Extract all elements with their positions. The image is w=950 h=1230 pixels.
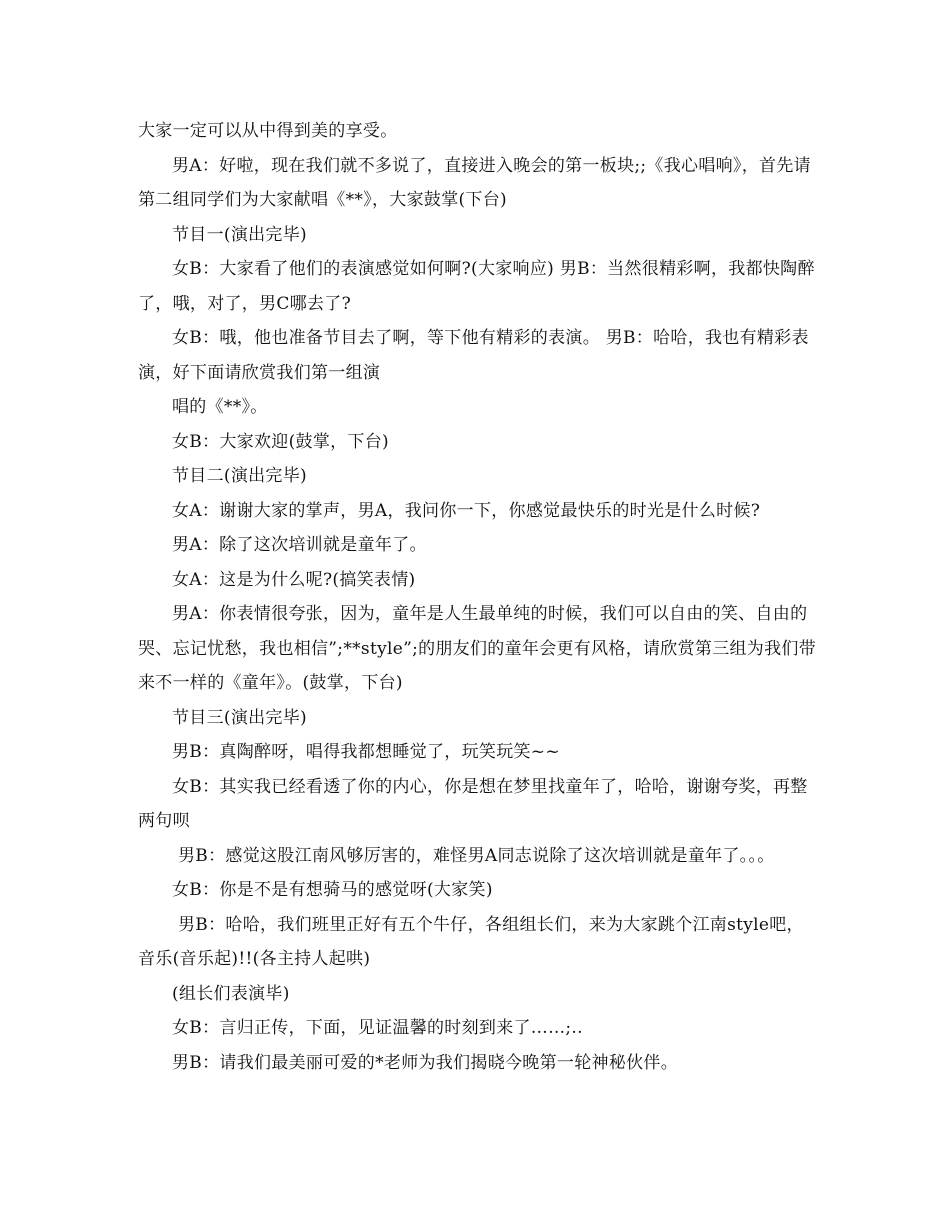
paragraph: 大家一定可以从中得到美的享受。 bbox=[138, 121, 398, 141]
paragraph: 女B：大家欢迎(鼓掌，下台) bbox=[172, 431, 389, 452]
paragraph: (组长们表演毕) bbox=[172, 983, 290, 1004]
paragraph: 男B：哈哈，我们班里正好有五个牛仔，各组组长们，来为大家跳个江南style吧，音乐(音乐起)!!(各主持人起哄) bbox=[138, 914, 804, 969]
paragraph: 男B：感觉这股江南风够厉害的，难怪男A同志说除了这次培训就是童年了。。。 bbox=[178, 845, 775, 866]
paragraph: 节目三(演出完毕) bbox=[172, 707, 307, 728]
paragraph: 男B：请我们最美丽可爱的*老师为我们揭晓今晚第一轮神秘伙伴。 bbox=[172, 1052, 678, 1073]
paragraph: 女B：哦，他也准备节目去了啊，等下他有精彩的表演。 男B：哈哈，我也有精彩表演，好下面请欣赏我们第一组演 bbox=[138, 328, 809, 383]
paragraph: 节目二(演出完毕) bbox=[172, 466, 307, 486]
paragraph: 男A：你表情很夸张，因为，童年是人生最单纯的时候，我们可以自由的笑、自由的哭、忘记忧愁，我也相信”;**style”;的朋友们的童年会更有风格，请欣赏第三组为我们带来不一样的《童年》。(鼓掌，下台) bbox=[138, 604, 816, 693]
paragraph: 女B：大家看了他们的表演感觉如何啊?(大家响应) 男B：当然很精彩啊，我都快陶醉了，哦，对了，男C哪去了? bbox=[138, 259, 815, 314]
paragraph: 节目一(演出完毕) bbox=[172, 224, 307, 245]
paragraph: 女A：谢谢大家的掌声，男A，我问你一下，你感觉最快乐的时光是什么时候? bbox=[172, 500, 761, 521]
document-body bbox=[138, 114, 818, 1080]
paragraph: 女B：你是不是有想骑马的感觉呀(大家笑) bbox=[172, 880, 493, 900]
paragraph: 男B：真陶醉呀，唱得我都想睡觉了，玩笑玩笑~~ bbox=[172, 742, 560, 762]
paragraph: 唱的《**》。 bbox=[172, 397, 268, 417]
paragraph: 女B：其实我已经看透了你的内心，你是想在梦里找童年了，哈哈，谢谢夸奖，再整两句呗 bbox=[138, 776, 808, 831]
paragraph: 男A：除了这次培训就是童年了。 bbox=[172, 535, 427, 555]
paragraph: 女B：言归正传，下面，见证温馨的时刻到来了……;.. bbox=[172, 1018, 583, 1038]
paragraph: 女A：这是为什么呢?(搞笑表情) bbox=[172, 569, 416, 590]
paragraph: 男A：好啦，现在我们就不多说了，直接进入晚会的第一板块;;《我心唱响》，首先请第二组同学们为大家献唱《**》，大家鼓掌(下台) bbox=[138, 155, 811, 210]
